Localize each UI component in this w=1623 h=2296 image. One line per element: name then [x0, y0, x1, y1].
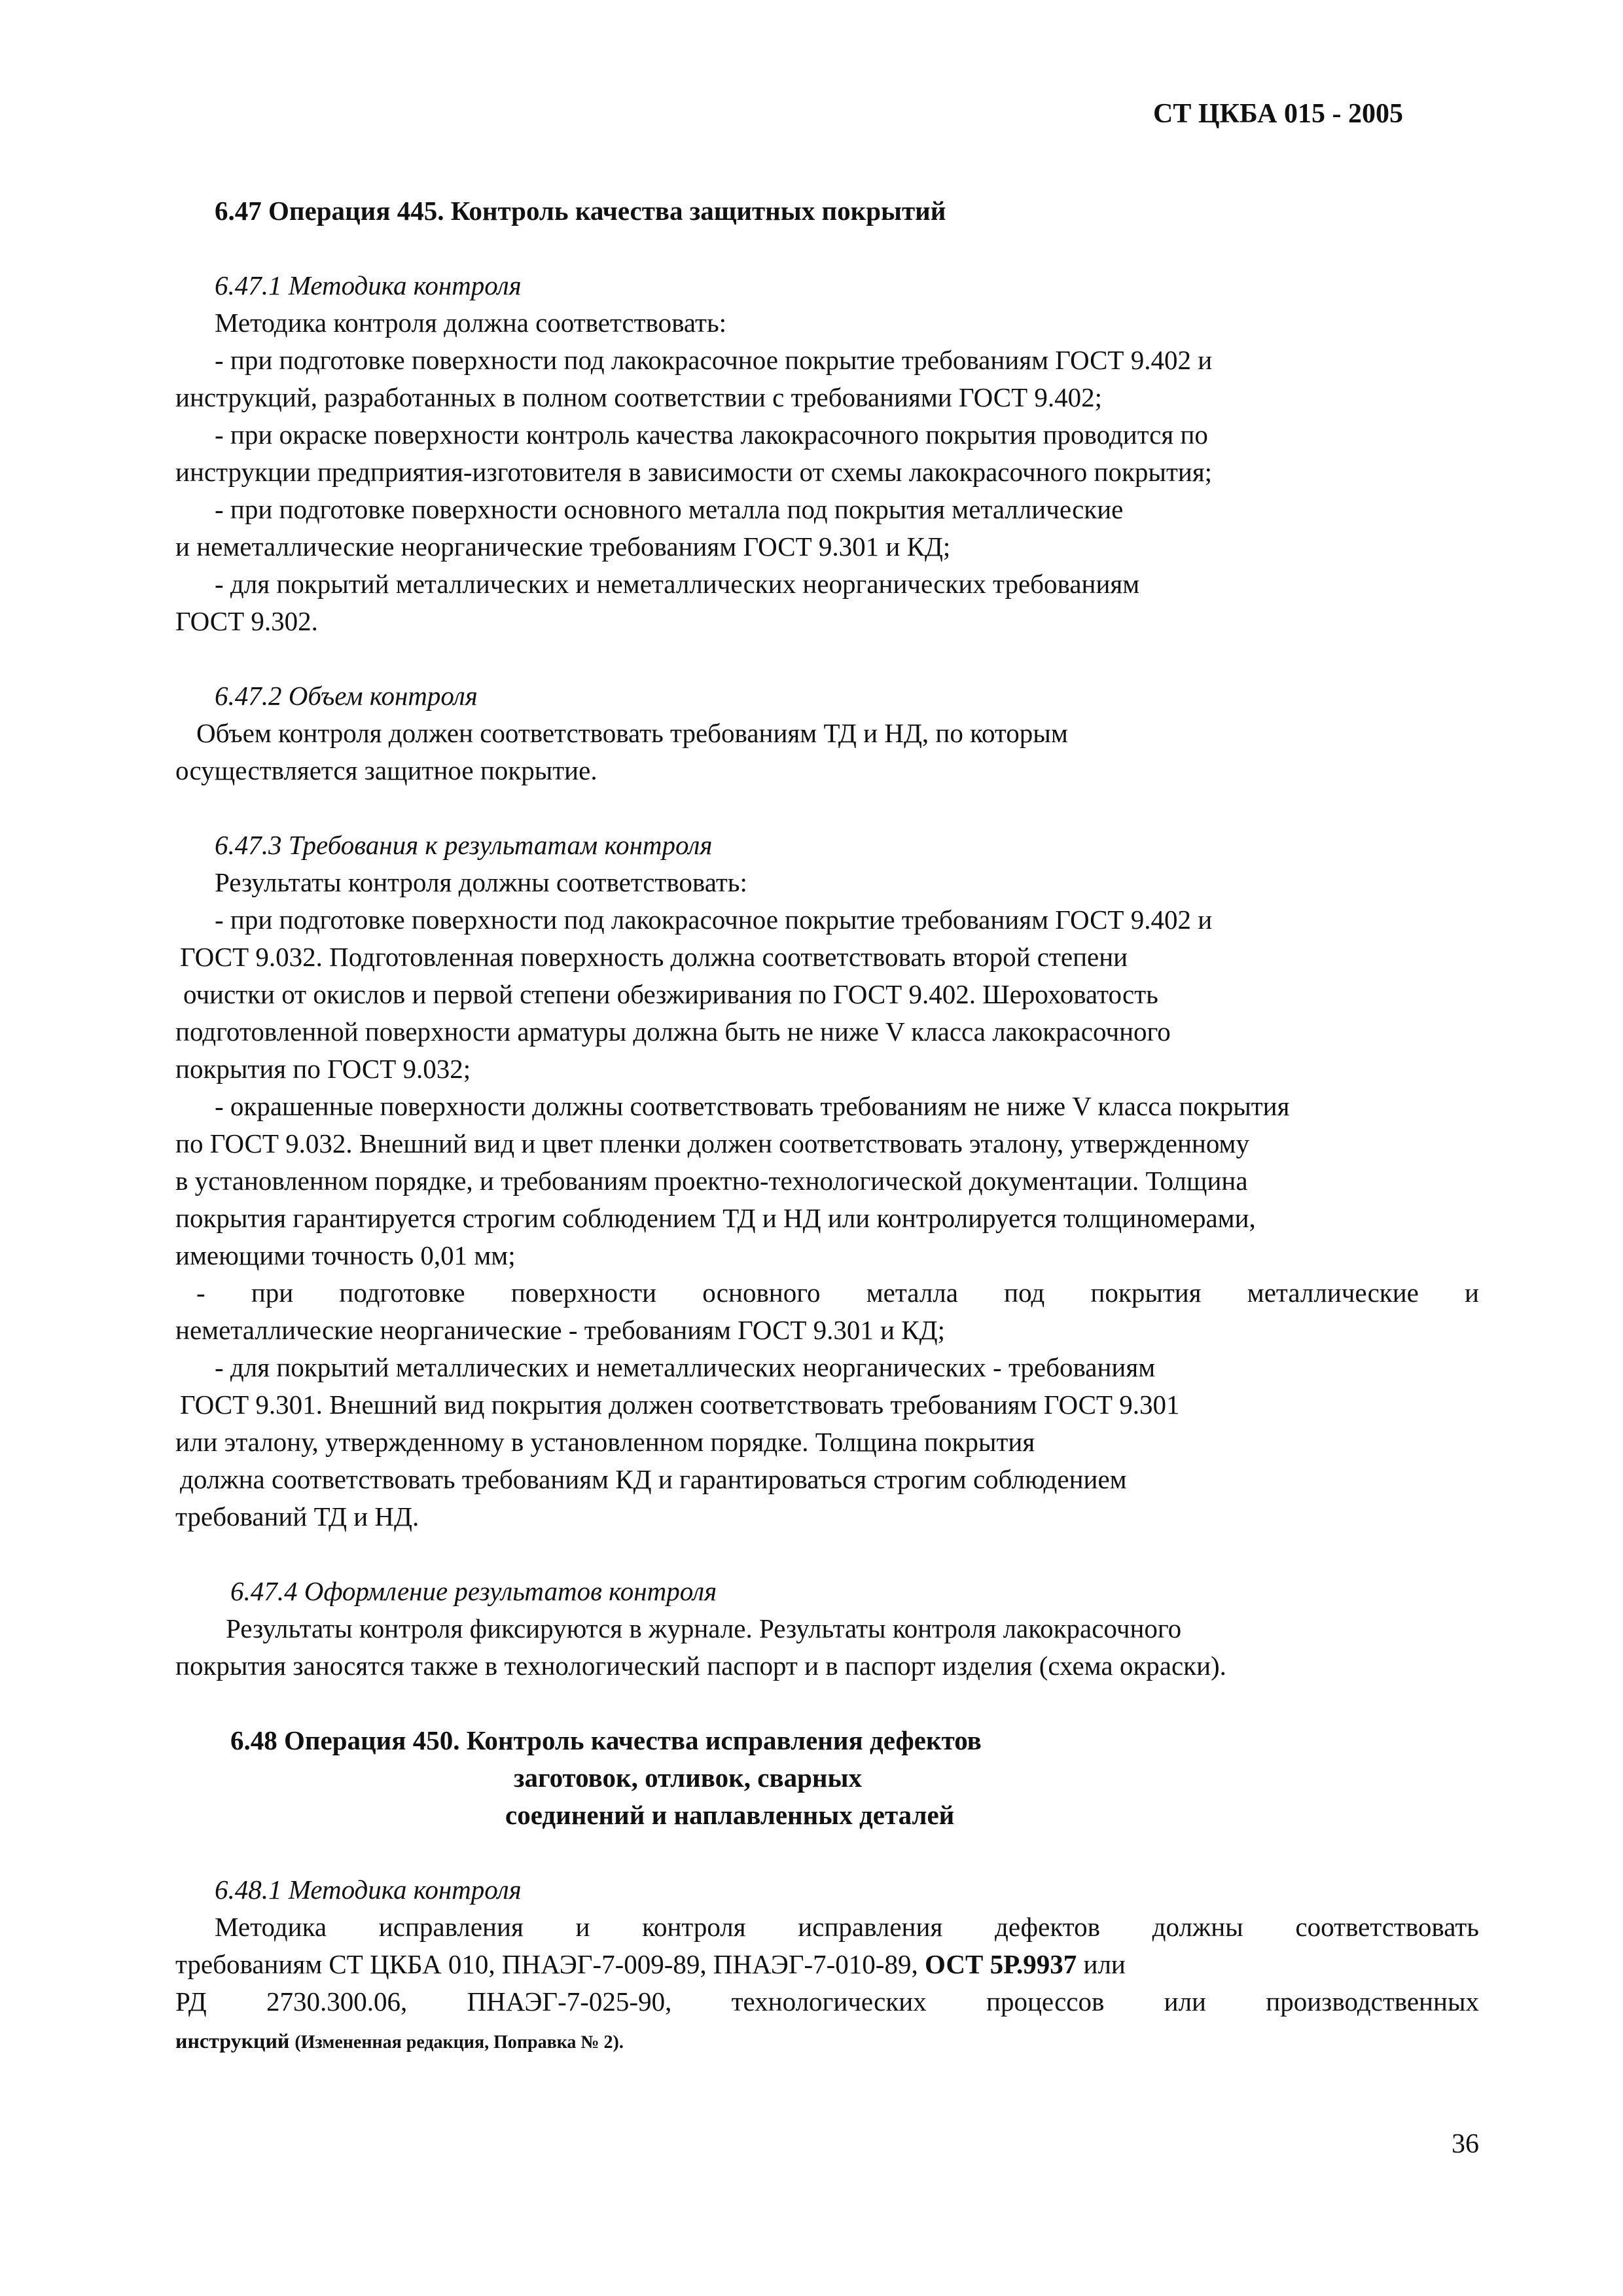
- subsection-6-47-4-title: 6.47.4 Оформление результатов контроля: [230, 1576, 717, 1606]
- paragraph-line: Результаты контроля должны соответствовать:: [215, 867, 747, 897]
- paragraph-line: Результаты контроля фиксируются в журнале. Результаты контроля лакокрасочного: [226, 1613, 1182, 1643]
- paragraph-line: или эталону, утвержденному в установленном порядке. Толщина покрытия: [175, 1427, 1035, 1457]
- page-number: 36: [1452, 2129, 1479, 2159]
- section-6-48-title: 6.48 Операция 450. Контроль качества исправления дефектов: [230, 1725, 982, 1755]
- amendment-note: (Измененная редакция, Поправка № 2).: [294, 2032, 624, 2053]
- paragraph-line: неметаллические неорганические - требованиям ГОСТ 9.301 и КД;: [175, 1315, 946, 1345]
- paragraph-line: покрытия заносятся также в технологический паспорт и в паспорт изделия (схема окраски).: [175, 1651, 1226, 1681]
- paragraph-line: ГОСТ 9.302.: [175, 606, 318, 636]
- paragraph-line: - при подготовке поверхности под лакокрасочное покрытие требованиям ГОСТ 9.402 и: [215, 905, 1213, 935]
- section-6-47-title: 6.47 Операция 445. Контроль качества защитных покрытий: [215, 196, 946, 226]
- paragraph-line: ГОСТ 9.032. Подготовленная поверхность должна соответствовать второй степени: [180, 942, 1128, 972]
- paragraph-line: ГОСТ 9.301. Внешний вид покрытия должен соответствовать требованиям ГОСТ 9.301: [180, 1390, 1180, 1420]
- subsection-6-47-2-title: 6.47.2 Объем контроля: [215, 681, 478, 711]
- text-run: требованиям СТ ЦКБА 010, ПНАЭГ-7-009-89, ПНАЭГ-7-010-89,: [175, 1949, 925, 1979]
- subsection-6-47-3-title: 6.47.3 Требования к результатам контроля: [215, 830, 713, 860]
- paragraph-line: требований ТД и НД.: [175, 1501, 419, 1532]
- paragraph-line: инструкции предприятия-изготовителя в зависимости от схемы лакокрасочного покрытия;: [175, 457, 1213, 487]
- paragraph-line: [175, 2022, 624, 2060]
- paragraph-line: - при подготовке поверхности под лакокрасочное покрытие требованиям ГОСТ 9.402 и: [215, 345, 1213, 375]
- paragraph-line: в установленном порядке, и требованиям проектно-технологической документации. Толщина: [175, 1166, 1248, 1196]
- paragraph-line: осуществляется защитное покрытие.: [175, 755, 597, 785]
- paragraph-line: - окрашенные поверхности должны соответствовать требованиям не ниже V класса покрытия: [215, 1091, 1290, 1121]
- paragraph-line: - при подготовке поверхности основного металла под покрытия металлические: [215, 494, 1124, 524]
- paragraph-line: - при окраске поверхности контроль качества лакокрасочного покрытия проводится по: [215, 420, 1208, 450]
- paragraph-line: должна соответствовать требованиям КД и гарантироваться строгим соблюдением: [180, 1464, 1127, 1494]
- paragraph-line: - для покрытий металлических и неметаллических неорганических - требованиям: [215, 1352, 1156, 1382]
- subsection-6-48-1-title: 6.48.1 Методика контроля: [215, 1874, 522, 1905]
- paragraph-line: и неметаллические неорганические требованиям ГОСТ 9.301 и КД;: [175, 531, 951, 562]
- paragraph-line: очистки от окислов и первой степени обезжиривания по ГОСТ 9.402. Шероховатость: [183, 979, 1158, 1009]
- paragraph-line: - для покрытий металлических и неметаллических неорганических требованиям: [215, 569, 1140, 599]
- paragraph-line: покрытия гарантируется строгим соблюдением ТД и НД или контролируется толщиномерами,: [175, 1203, 1256, 1233]
- paragraph-line: [175, 1947, 1126, 1981]
- doc-code-header: СТ ЦКБА 015 - 2005: [1153, 99, 1403, 129]
- paragraph-line: Методика исправления и контроля исправления дефектов должны соответствовать: [215, 1912, 1479, 1942]
- paragraph-line: по ГОСТ 9.032. Внешний вид и цвет пленки должен соответствовать эталону, утвержденному: [175, 1128, 1250, 1158]
- subsection-6-47-1-title: 6.47.1 Методика контроля: [215, 270, 522, 300]
- ost-reference: ОСТ 5Р.9937: [924, 1949, 1077, 1979]
- paragraph-line: Методика контроля должна соответствовать:: [215, 308, 727, 338]
- text-run: инструкций: [175, 2029, 295, 2053]
- paragraph-line: инструкций, разработанных в полном соответствии с требованиями ГОСТ 9.402;: [175, 382, 1103, 412]
- paragraph-line: покрытия по ГОСТ 9.032;: [175, 1054, 471, 1084]
- paragraph-line: подготовленной поверхности арматуры должна быть не ниже V класса лакокрасочного: [175, 1016, 1171, 1047]
- paragraph-line: РД 2730.300.06, ПНАЭГ-7-025-90, технологических процессов или производственных: [175, 1986, 1479, 2017]
- section-6-48-title-cont: соединений и наплавленных деталей: [505, 1800, 955, 1830]
- text-run: или: [1077, 1949, 1126, 1979]
- section-6-48-title-cont: заготовок, отливок, сварных: [514, 1763, 863, 1793]
- paragraph-line: имеющими точность 0,01 мм;: [175, 1240, 516, 1270]
- paragraph-line: - при подготовке поверхности основного металла под покрытия металлические и: [196, 1278, 1479, 1308]
- paragraph-line: Объем контроля должен соответствовать требованиям ТД и НД, по которым: [196, 718, 1068, 748]
